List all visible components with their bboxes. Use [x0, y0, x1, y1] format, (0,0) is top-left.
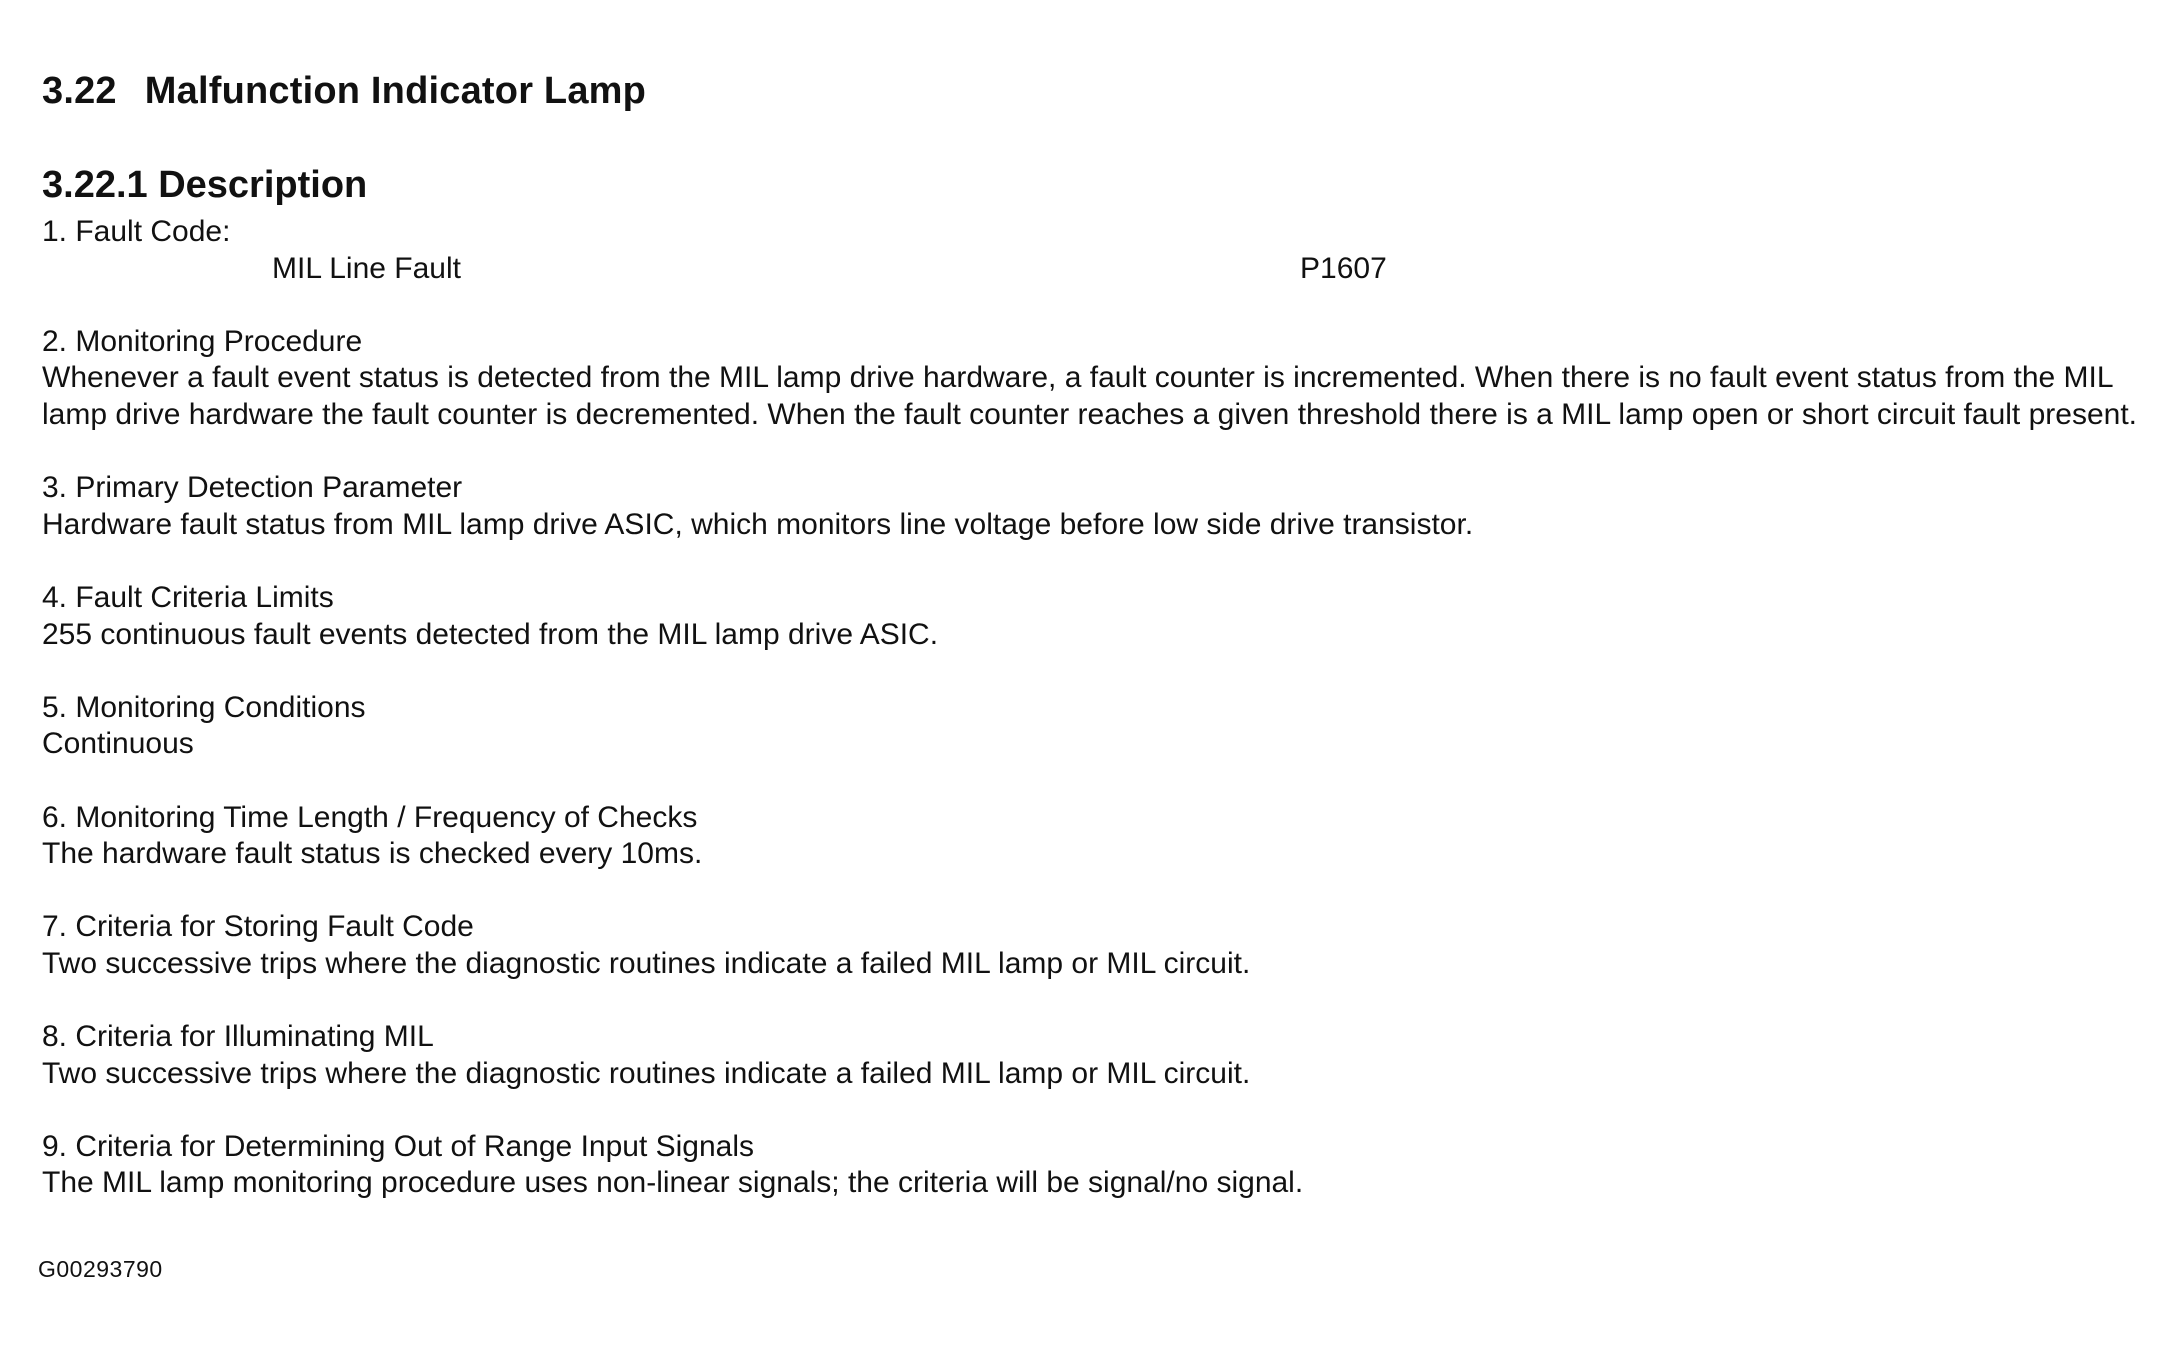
section-title-text: Malfunction Indicator Lamp: [144, 70, 647, 112]
fault-code-heading: 1. Fault Code:: [42, 215, 231, 248]
item-heading-monitoring-time-length: 6. Monitoring Time Length / Frequency of Checks: [42, 800, 698, 834]
fault-name: MIL Line Fault: [272, 251, 461, 285]
item-body-criteria-storing-fault-code: Two successive trips where the diagnostic routines indicate a failed MIL lamp or MIL circuit.: [42, 946, 1251, 980]
item-body-fault-criteria-limits: 255 continuous fault events detected from the MIL lamp drive ASIC.: [42, 617, 939, 651]
item-heading-fault-criteria-limits: 4. Fault Criteria Limits: [42, 580, 334, 614]
subsection-heading: 3.22.1 Description: [42, 164, 368, 206]
item-heading-monitoring-procedure: 2. Monitoring Procedure: [42, 324, 363, 358]
section-number: 3.22: [42, 70, 117, 112]
item-body-out-of-range-input-signals: The MIL lamp monitoring procedure uses non-linear signals; the criteria will be signal/no signal.: [42, 1166, 1304, 1200]
item-heading-criteria-illuminating-mil: 8. Criteria for Illuminating MIL: [42, 1020, 434, 1054]
item-heading-out-of-range-input-signals: 9. Criteria for Determining Out of Range Input Signals: [42, 1129, 755, 1163]
fault-code-row: [42, 251, 2142, 288]
section-title: [42, 62, 2142, 120]
item-body-monitoring-conditions: Continuous: [42, 727, 194, 761]
item-heading-primary-detection-parameter: 3. Primary Detection Parameter: [42, 471, 463, 505]
document-page: [42, 62, 2142, 1202]
fault-code-value: P1607: [1300, 251, 1387, 285]
item-body-monitoring-time-length: The hardware fault status is checked every 10ms.: [42, 837, 703, 871]
item-body-monitoring-procedure: Whenever a fault event status is detected from the MIL lamp drive hardware, a fault counter is incremented. When there is no fault event status from the MIL lamp drive hardware the fault counter is decremented. When the fault counter reaches a given threshold there is a MIL lamp open or short circuit fault present.: [42, 361, 2137, 431]
item-heading-monitoring-conditions: 5. Monitoring Conditions: [42, 690, 366, 724]
item-body-criteria-illuminating-mil: Two successive trips where the diagnostic routines indicate a failed MIL lamp or MIL circuit.: [42, 1056, 1251, 1090]
figure-id: G00293790: [38, 1256, 163, 1282]
item-heading-criteria-storing-fault-code: 7. Criteria for Storing Fault Code: [42, 910, 474, 944]
item-body-primary-detection-parameter: Hardware fault status from MIL lamp drive ASIC, which monitors line voltage before low side drive transistor.: [42, 507, 1474, 541]
